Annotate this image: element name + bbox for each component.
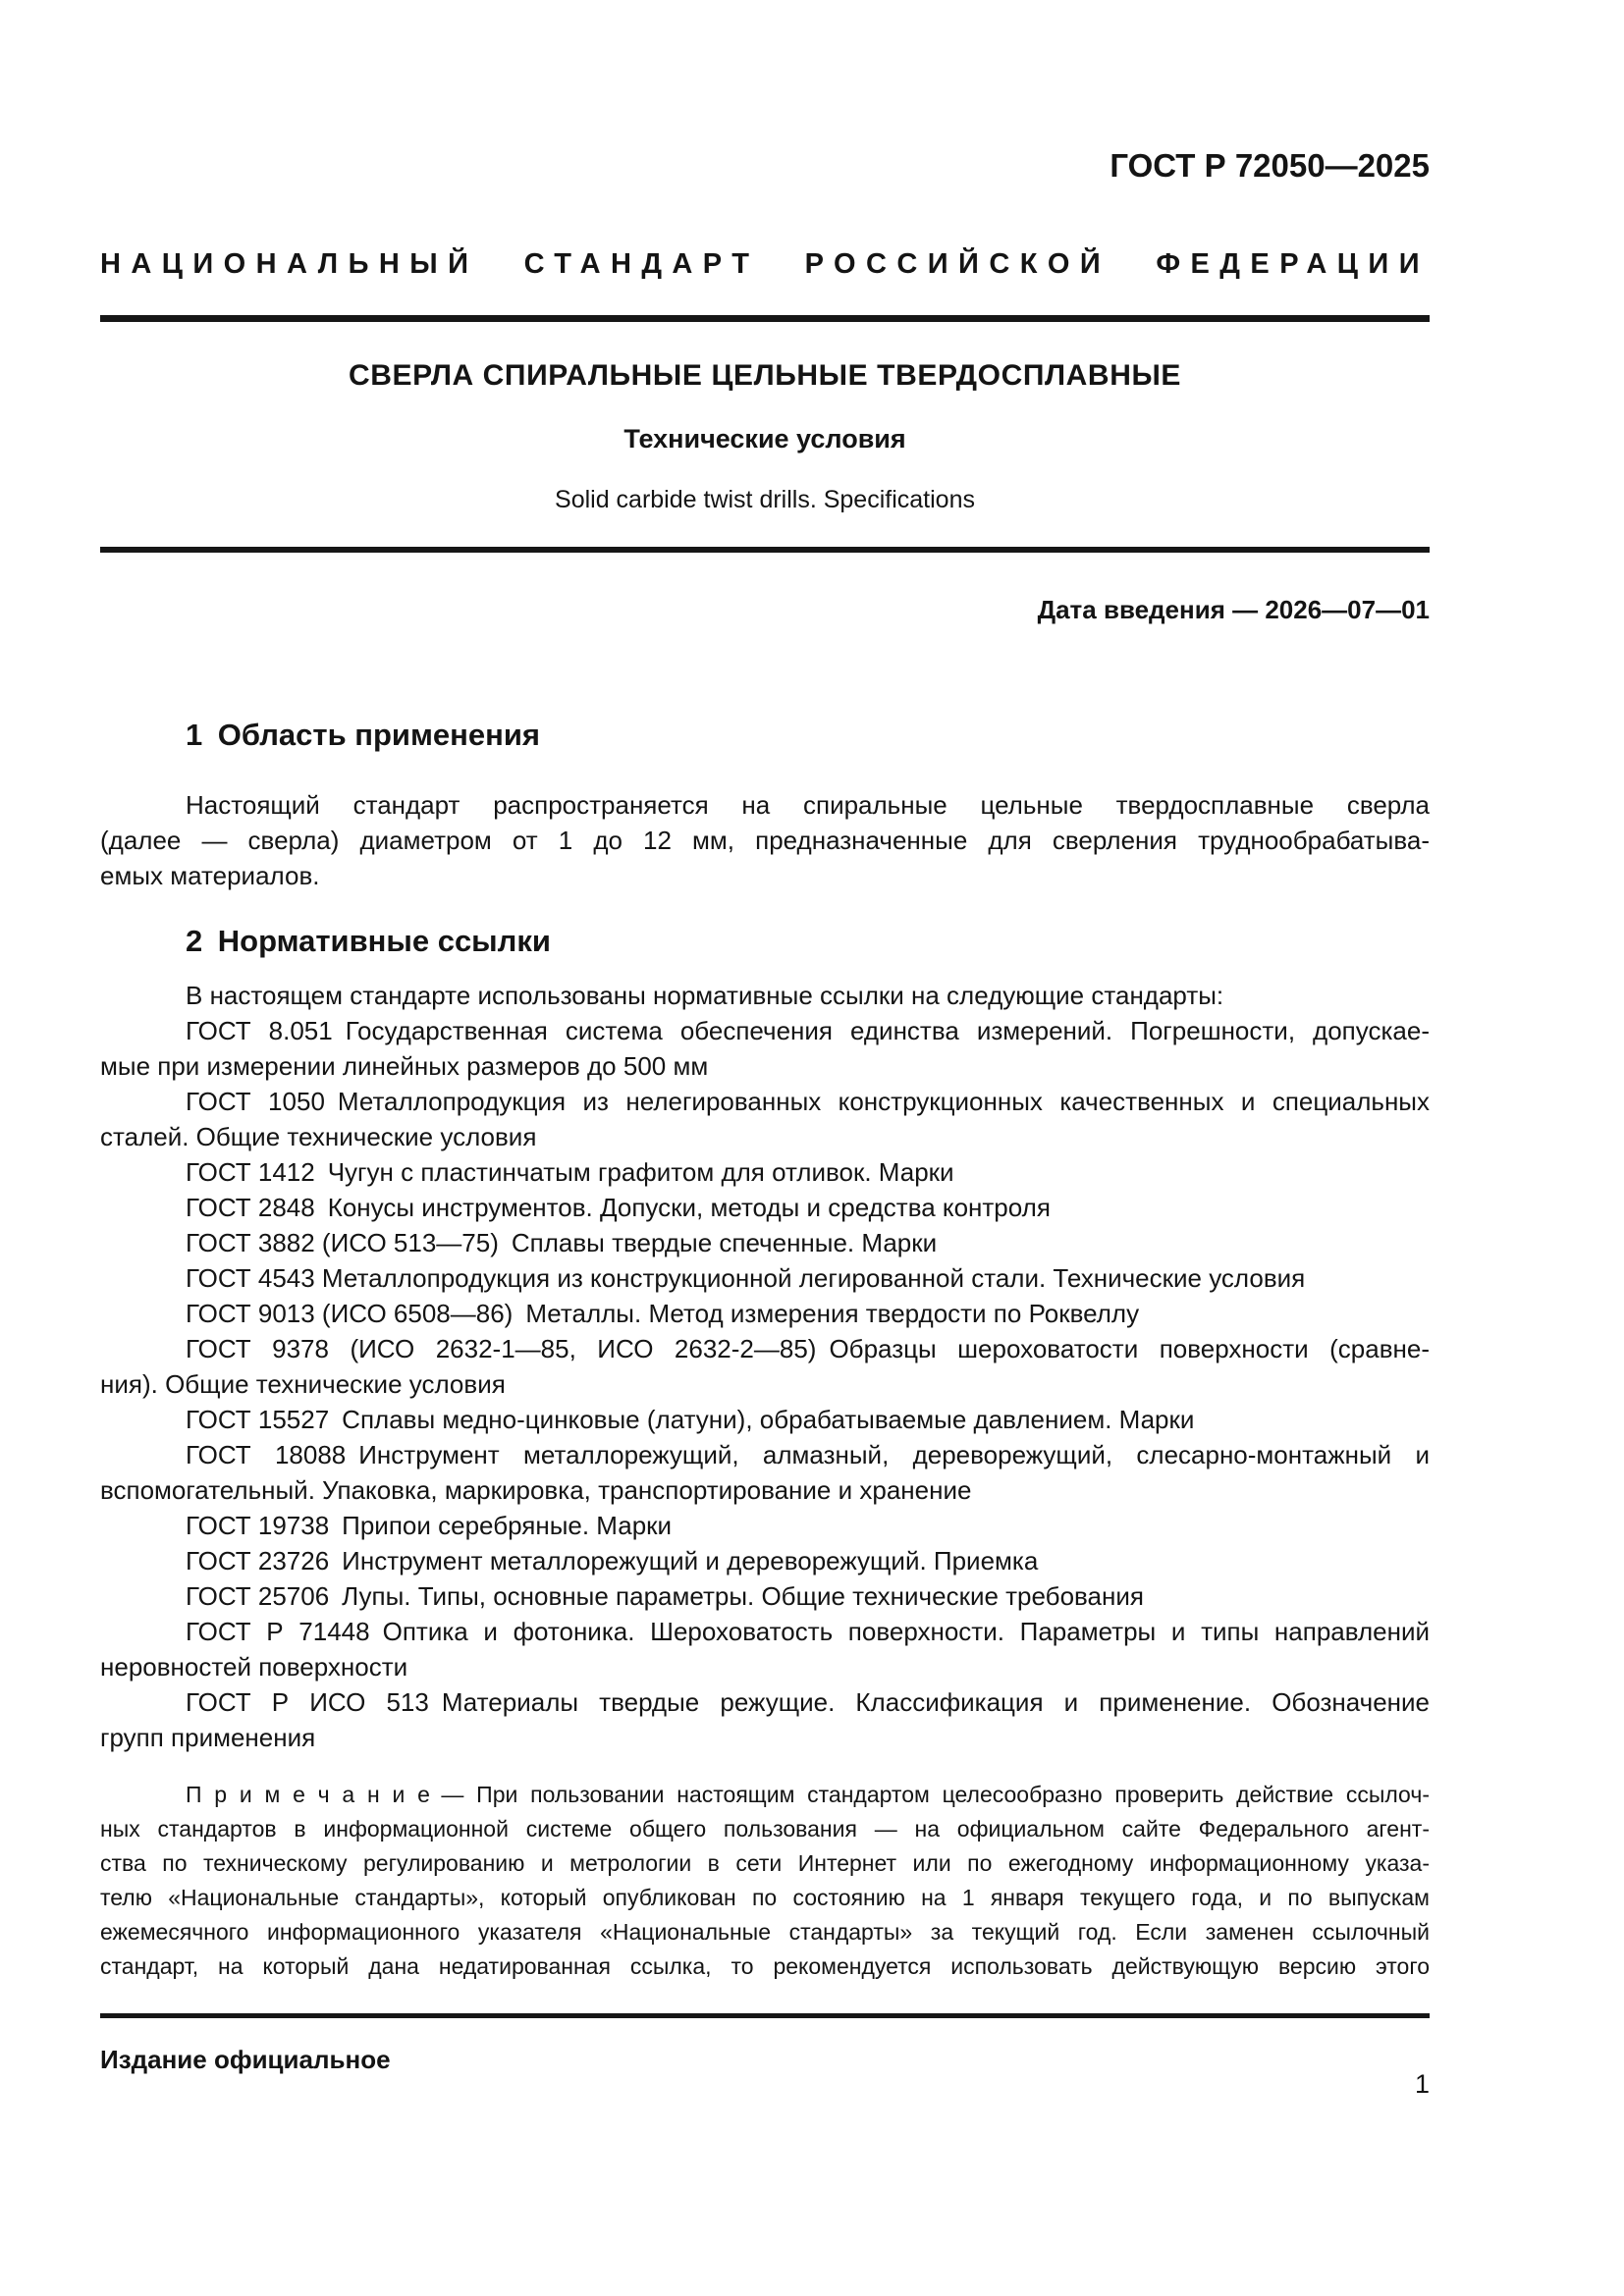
text-line: ГОСТ 3882 (ИСО 513—75) Сплавы твердые спеченные. Марки (186, 1228, 938, 1257)
text-line: сталей. Общие технические условия (100, 1122, 537, 1151)
text-line: (далее — сверла) диаметром от 1 до 12 мм, предназначенные для сверления труднообрабатыва- (100, 826, 1430, 855)
text-line: ГОСТ Р ИСО 513 Материалы твердые режущие. Классификация и применение. Обозначение (186, 1687, 1430, 1717)
text-line: ГОСТ 2848 Конусы инструментов. Допуски, методы и средства контроля (186, 1193, 1051, 1222)
text-line: стандарт, на который дана недатированная ссылка, то рекомендуется использовать действующую версию этого (100, 1953, 1430, 1979)
text-line: мые при измерении линейных размеров до 500 мм (100, 1051, 709, 1081)
section-1-body (100, 787, 1430, 893)
text-line: ГОСТ 18088 Инструмент металлорежущий, алмазный, дереворежущий, слесарно-монтажный и (186, 1440, 1430, 1469)
text-line: ГОСТ 19738 Припои серебряные. Марки (186, 1511, 673, 1540)
text-line: ГОСТ 4543 Металлопродукция из конструкционной легированной стали. Технические условия (186, 1263, 1306, 1293)
text-line: емых материалов. (100, 861, 320, 890)
header-rule (100, 315, 1430, 322)
page-number: 1 (1414, 2069, 1430, 2099)
text-line: ГОСТ 9378 (ИСО 2632-1—85, ИСО 2632-2—85) Образцы шероховатости поверхности (сравне- (186, 1334, 1430, 1363)
text-line: вспомогательный. Упаковка, маркировка, транспортирование и хранение (100, 1475, 972, 1505)
official-edition-label: Издание официальное (100, 2045, 391, 2074)
text-line: ства по техническому регулированию и метрологии в сети Интернет или по ежегодному информационному указа- (100, 1850, 1430, 1876)
text-line: ГОСТ 25706 Лупы. Типы, основные параметры. Общие технические требования (186, 1581, 1144, 1611)
text-line: ния). Общие технические условия (100, 1369, 506, 1399)
note-block (100, 1778, 1430, 1984)
text-line: ГОСТ 8.051 Государственная система обеспечения единства измерений. Погрешности, допускае- (186, 1016, 1430, 1045)
section-1-heading: 1 Область применения (186, 718, 540, 752)
text-line: П р и м е ч а н и е — При пользовании настоящим стандартом целесообразно проверить действие ссылоч- (186, 1782, 1430, 1807)
text-line: ежемесячного информационного указателя «Национальные стандарты» за текущий год. Если заменен ссылочный (100, 1919, 1430, 1945)
text-line: неровностей поверхности (100, 1652, 408, 1682)
title-rule (100, 547, 1430, 553)
section-2-body (100, 978, 1430, 1755)
text-line: ГОСТ Р 71448 Оптика и фотоника. Шероховатость поверхности. Параметры и типы направлений (186, 1617, 1430, 1646)
title-english: Solid carbide twist drills. Specifications (555, 486, 975, 513)
text-line: групп применения (100, 1723, 316, 1752)
title-subtitle: Технические условия (623, 424, 906, 454)
text-line: ГОСТ 1412 Чугун с пластинчатым графитом для отливок. Марки (186, 1157, 954, 1187)
national-standard-banner: НАЦИОНАЛЬНЫЙ СТАНДАРТ РОССИЙСКОЙ ФЕДЕРАЦИИ (100, 248, 1430, 280)
doc-number: ГОСТ Р 72050—2025 (1110, 147, 1430, 184)
text-line: ГОСТ 15527 Сплавы медно-цинковые (латуни), обрабатываемые давлением. Марки (186, 1405, 1195, 1434)
text-line: ных стандартов в информационной системе общего пользования — на официальном сайте Федерального агент- (100, 1816, 1430, 1842)
text-line: В настоящем стандарте использованы нормативные ссылки на следующие стандарты: (186, 981, 1224, 1010)
text-line: ГОСТ 1050 Металлопродукция из нелегированных конструкционных качественных и специальных (186, 1087, 1430, 1116)
text-line: Настоящий стандарт распространяется на спиральные цельные твердосплавные сверла (186, 790, 1430, 820)
text-line: ГОСТ 23726 Инструмент металлорежущий и дереворежущий. Приемка (186, 1546, 1039, 1575)
section-2-heading: 2 Нормативные ссылки (186, 924, 551, 958)
effective-date: Дата введения — 2026—07—01 (1037, 595, 1430, 624)
footer-rule (100, 2013, 1430, 2018)
text-line: телю «Национальные стандарты», который опубликован по состоянию на 1 января текущего года, и по выпускам (100, 1885, 1430, 1910)
text-line: ГОСТ 9013 (ИСО 6508—86) Металлы. Метод измерения твердости по Роквеллу (186, 1299, 1140, 1328)
title-main: СВЕРЛА СПИРАЛЬНЫЕ ЦЕЛЬНЫЕ ТВЕРДОСПЛАВНЫЕ (348, 359, 1182, 392)
